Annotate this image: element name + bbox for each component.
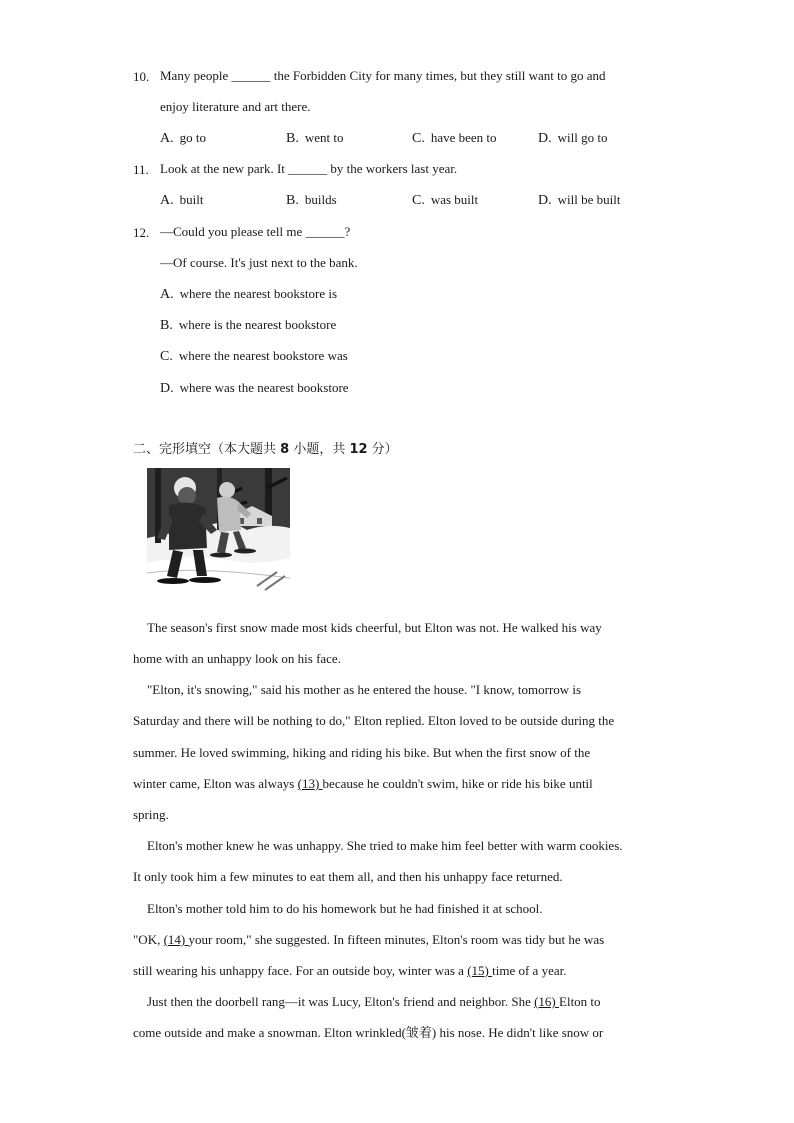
heading-suffix: 分） [367, 442, 398, 457]
option-letter: C. [412, 193, 425, 208]
text-segment: still wearing his unhappy face. For an outside boy, winter was a [133, 963, 468, 978]
text-segment: winter came, Elton was always [133, 776, 298, 791]
question-10-stem: Many people ______ the Forbidden City for many times, but they still want to go and [160, 68, 606, 83]
option-text: where was the nearest bookstore [179, 380, 349, 395]
question-10-option-d[interactable] [538, 130, 607, 147]
passage-p5-line1 [147, 994, 601, 1010]
option-text: was built [430, 192, 479, 207]
text-segment: your room," she suggested. In fifteen minutes, Elton's room was tidy but he was [188, 932, 605, 947]
text-segment: because he couldn't swim, hike or ride his bike until [322, 776, 593, 791]
question-12-option-d[interactable] [160, 380, 349, 397]
option-letter: B. [160, 318, 173, 333]
question-10-option-a[interactable] [160, 130, 206, 147]
text-segment: Just then the doorbell rang—it was Lucy, Elton's friend and neighbor. She [147, 994, 535, 1009]
passage-p3-line1: Elton's mother knew he was unhappy. She tried to make him feel better with warm cookies. [147, 838, 623, 853]
heading-prefix: 二、完形填空（本大题共 [133, 442, 281, 457]
section-heading [133, 442, 398, 458]
passage-p1-line2: home with an unhappy look on his face. [133, 651, 341, 666]
option-letter: A. [160, 287, 174, 302]
question-10-stem-cont: enjoy literature and art there. [160, 99, 311, 114]
question-10-option-b[interactable] [286, 130, 343, 147]
question-12-stem: —Could you please tell me ______? [160, 224, 351, 239]
option-text: where the nearest bookstore is [179, 286, 338, 301]
option-letter: D. [160, 381, 174, 396]
question-12-option-a[interactable] [160, 286, 337, 303]
option-letter: D. [538, 131, 552, 146]
passage-p3-line2: It only took him a few minutes to eat them all, and then his unhappy face returned. [133, 869, 563, 884]
option-text: went to [304, 130, 344, 145]
question-11-option-d[interactable] [538, 192, 620, 209]
text-segment: time of a year. [492, 963, 567, 978]
blank-15[interactable]: (15) [467, 963, 493, 978]
option-text: builds [304, 192, 337, 207]
option-text: where the nearest bookstore was [178, 348, 348, 363]
question-12-option-c[interactable] [160, 348, 348, 365]
option-text: where is the nearest bookstore [178, 317, 337, 332]
option-letter: C. [412, 131, 425, 146]
heading-count: 8 [280, 442, 290, 457]
option-letter: A. [160, 131, 174, 146]
passage-p4-line1: Elton's mother told him to do his homework but he had finished it at school. [147, 901, 543, 916]
passage-p2-line4 [133, 776, 593, 792]
option-letter: B. [286, 131, 299, 146]
option-text: will be built [557, 192, 621, 207]
option-letter: D. [538, 193, 552, 208]
blank-14[interactable]: (14) [163, 932, 189, 947]
question-12-number: 12. [133, 225, 150, 240]
text-segment: Elton to [559, 994, 601, 1009]
passage-p2-line2: Saturday and there will be nothing to do," Elton replied. Elton loved to be outside during the [133, 713, 615, 728]
passage-p5-line2: come outside and make a snowman. Elton wrinkled(皱着) his nose. He didn't like snow or [133, 1025, 604, 1040]
question-12-stem-cont: —Of course. It's just next to the bank. [160, 255, 358, 270]
heading-score: 12 [349, 442, 368, 457]
question-11-option-b[interactable] [286, 192, 337, 209]
passage-p4-line3 [133, 963, 566, 979]
option-text: built [179, 192, 204, 207]
question-11-option-a[interactable] [160, 192, 203, 209]
option-text: have been to [430, 130, 497, 145]
question-10-number: 10. [133, 69, 150, 84]
question-11-number: 11. [133, 162, 149, 177]
question-11-stem: Look at the new park. It ______ by the workers last year. [160, 161, 458, 176]
option-letter: A. [160, 193, 174, 208]
text-segment: "OK, [133, 932, 164, 947]
passage-p2-line3: summer. He loved swimming, hiking and riding his bike. But when the first snow of the [133, 745, 591, 760]
option-letter: B. [286, 193, 299, 208]
heading-mid: 小题，共 [289, 442, 350, 457]
question-10-option-c[interactable] [412, 130, 497, 147]
passage-p2-line1: "Elton, it's snowing," said his mother as he entered the house. "I know, tomorrow is [147, 682, 582, 697]
blank-16[interactable]: (16) [534, 994, 560, 1009]
passage-p2-line5: spring. [133, 807, 169, 822]
passage-p1-line1: The season's first snow made most kids cheerful, but Elton was not. He walked his way [147, 620, 602, 635]
question-11-option-c[interactable] [412, 192, 478, 209]
passage-p4-line2 [133, 932, 604, 948]
option-letter: C. [160, 349, 173, 364]
question-12-option-b[interactable] [160, 317, 336, 334]
blank-13[interactable]: (13) [297, 776, 323, 791]
option-text: will go to [557, 130, 608, 145]
option-text: go to [179, 130, 206, 145]
snow-illustration [147, 468, 290, 595]
